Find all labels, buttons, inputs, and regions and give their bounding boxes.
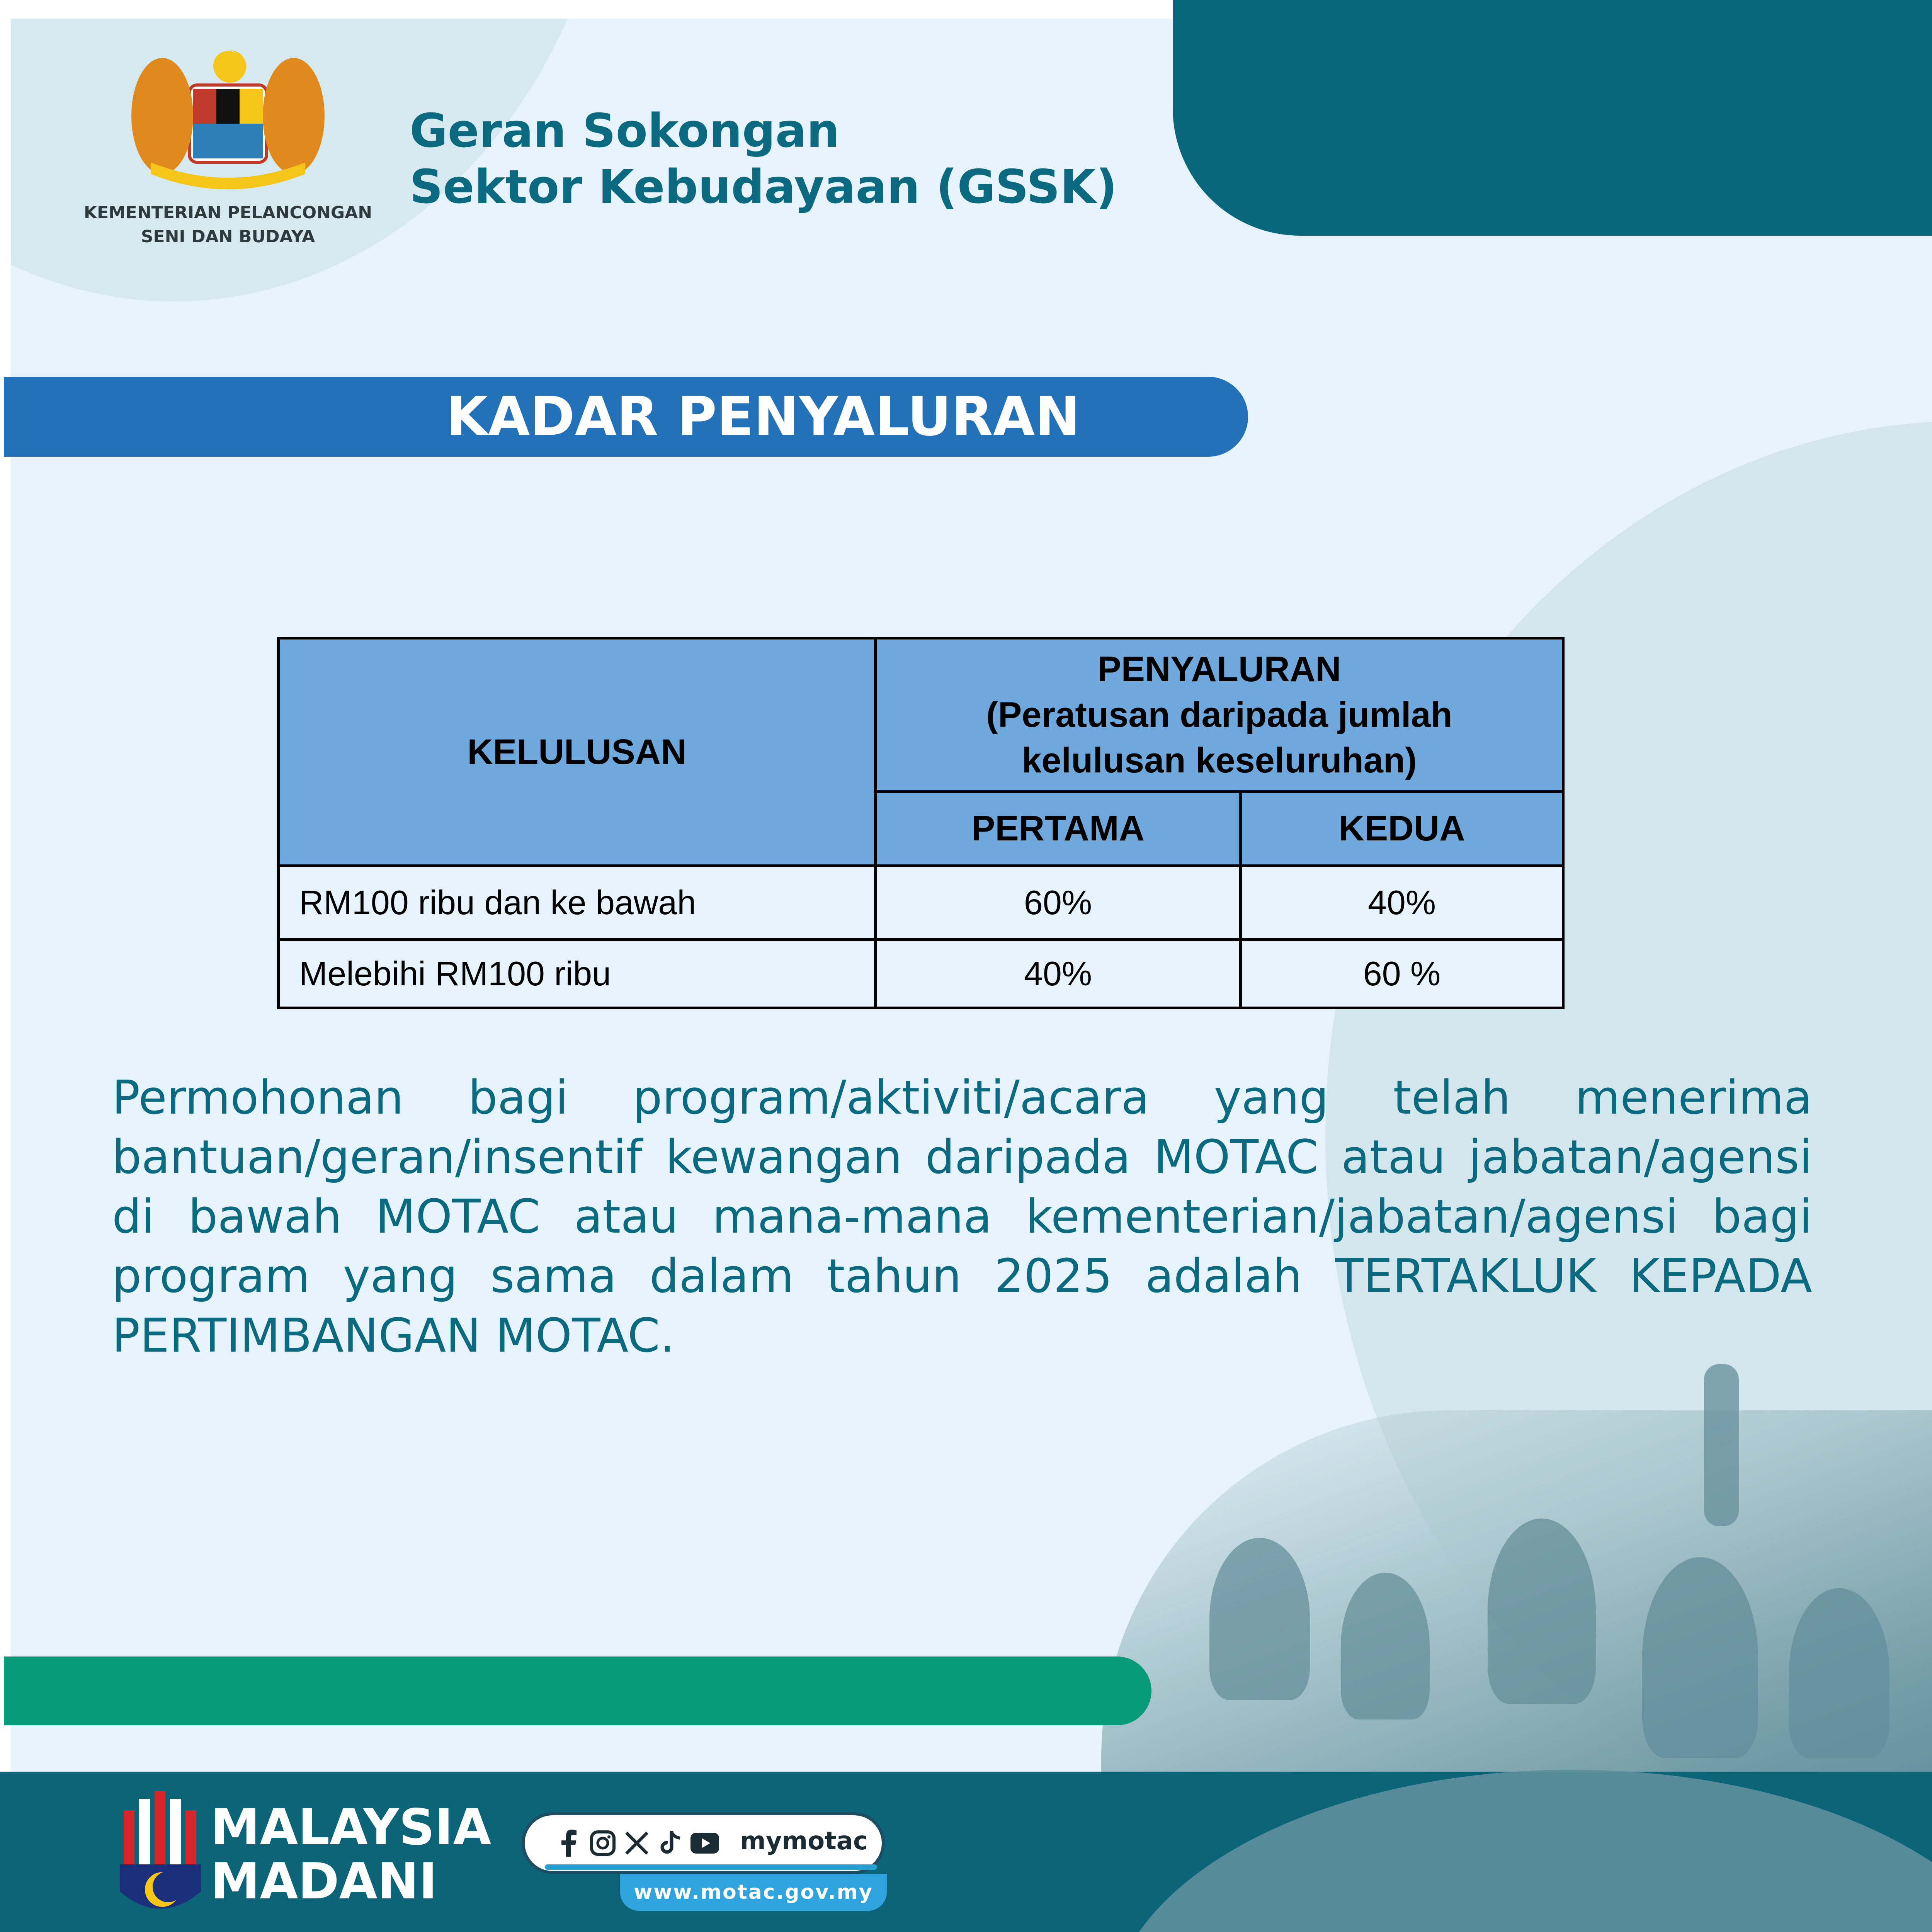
cell-pertama: 40%: [876, 940, 1241, 1008]
coat-of-arms-icon: [128, 46, 328, 197]
table-row: [279, 940, 1563, 1008]
instagram-icon[interactable]: [588, 1829, 617, 1857]
cell-kedua: 40%: [1241, 866, 1563, 940]
social-stripe: [545, 1864, 877, 1870]
facebook-icon[interactable]: [554, 1829, 583, 1857]
page-title-line-2: Sektor Kebudayaan (GSSK): [410, 160, 1117, 214]
teal-corner-shape: [1173, 0, 1932, 236]
youtube-icon[interactable]: [690, 1829, 719, 1857]
cell-pertama: 60%: [876, 866, 1241, 940]
cell-kelulusan: Melebihi RM100 ribu: [279, 940, 876, 1008]
table-row: [279, 866, 1563, 940]
green-accent-bar: [4, 1656, 1151, 1725]
header-penyaluran-line-3: kelulusan keseluruhan): [1022, 741, 1417, 780]
conditions-paragraph: Permohonan bagi program/aktiviti/acara yang telah menerima bantuan/geran/insentif kewangan daripada MOTAC atau jabatan/agensi di bawah MOTAC atau mana-mana kementerian/jabatan/agensi bagi program yang sama dalam tahun 2025 adalah TERTAKLUK KEPADA PERTIMBANGAN MOTAC.: [112, 1071, 1812, 1363]
left-edge: [0, 0, 11, 1932]
madani-line-1: MALAYSIA: [211, 1799, 492, 1856]
madani-line-2: MADANI: [211, 1853, 437, 1910]
header-kedua: KEDUA: [1241, 792, 1563, 866]
website-link[interactable]: www.motac.gov.my: [634, 1881, 873, 1904]
cell-kedua: 60 %: [1241, 940, 1563, 1008]
malaysia-madani-icon: [116, 1787, 205, 1922]
tiktok-icon[interactable]: [656, 1829, 685, 1857]
header-penyaluran: [876, 638, 1563, 792]
social-handle[interactable]: mymotac: [740, 1827, 868, 1855]
header-kelulusan: KELULUSAN: [279, 638, 876, 866]
disbursement-table: [277, 637, 1565, 1009]
header-penyaluran-line-1: PENYALURAN: [1097, 650, 1341, 689]
social-icons: [554, 1824, 719, 1862]
ministry-line-1: KEMENTERIAN PELANCONGAN: [83, 203, 372, 223]
cell-kelulusan: RM100 ribu dan ke bawah: [279, 866, 876, 940]
header-penyaluran-line-2: (Peratusan daripada jumlah: [986, 695, 1452, 735]
malaysia-madani-logo-text: [211, 1801, 491, 1909]
x-icon[interactable]: [622, 1829, 651, 1857]
section-banner-label: KADAR PENYALURAN: [446, 385, 1080, 448]
ministry-line-2: SENI DAN BUDAYA: [141, 227, 315, 247]
ministry-name: [66, 201, 390, 249]
page-title-line-1: Geran Sokongan: [410, 104, 840, 158]
top-edge: [0, 0, 1175, 19]
header-pertama: PERTAMA: [876, 792, 1241, 866]
